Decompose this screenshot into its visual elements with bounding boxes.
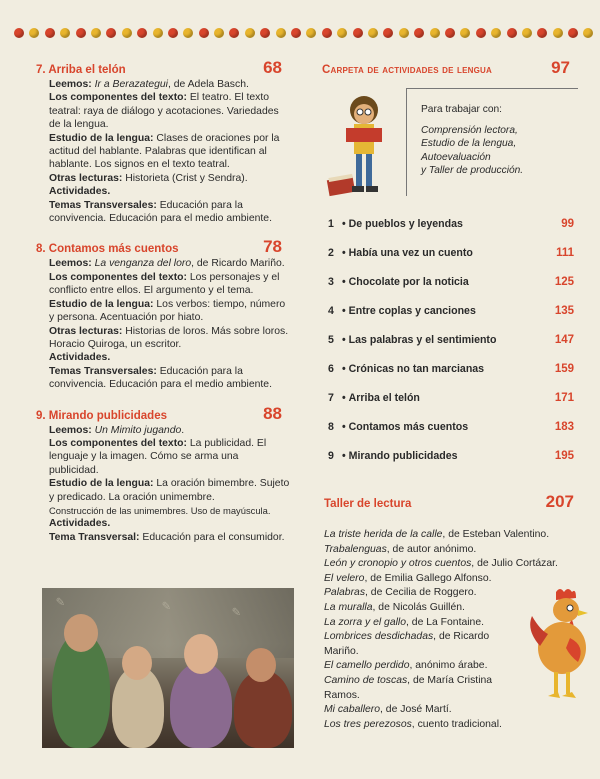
index-row-page: 135 — [554, 305, 574, 317]
unit-line-label: Los componentes del texto: — [49, 271, 187, 283]
reading-item — [324, 718, 594, 733]
decorative-dot — [137, 28, 147, 38]
photo-scribble: ✎ — [56, 594, 65, 610]
reading-title: Mi caballero — [324, 704, 381, 716]
unit-line-label: Actividades. — [49, 186, 111, 198]
unit-line-text: Los personajes y el conflicto entre ellos. El argumento y el tema. — [49, 271, 280, 297]
index-row-title: Las palabras y el sentimiento — [348, 334, 497, 346]
index-row-number: 3 — [328, 276, 334, 288]
carpeta-items — [421, 124, 578, 177]
index-row-page: 99 — [561, 218, 574, 230]
decorative-dot — [29, 28, 39, 38]
index-row — [328, 392, 574, 421]
unit-line-text: Educación para la convivencia. Educación para el medio ambiente. — [49, 199, 272, 225]
reading-item — [324, 572, 594, 587]
index-row-label — [342, 450, 555, 462]
decorative-dot — [168, 28, 178, 38]
decorative-dot — [322, 28, 332, 38]
index-row — [328, 247, 574, 276]
decorative-dot — [383, 28, 393, 38]
carpeta-page-number: 97 — [551, 58, 570, 77]
decorative-dot — [568, 28, 578, 38]
index-row-label — [342, 392, 555, 404]
unit-page-number: 78 — [263, 237, 282, 257]
unit-line-label: Otras lecturas: — [49, 325, 123, 337]
index-row-title: Crónicas no tan marcianas — [348, 363, 485, 375]
unit-line-label: Estudio de la lengua: — [49, 132, 154, 144]
index-row-title: Contamos más cuentos — [348, 421, 469, 433]
index-row — [328, 363, 574, 392]
bullet-icon: • — [342, 334, 349, 346]
reading-item — [324, 543, 594, 558]
unit-line — [49, 424, 290, 437]
index-row — [328, 421, 574, 450]
reading-title: El camello perdido — [324, 660, 410, 672]
unit-line-text: Educación para la convivencia. Educación para el medio ambiente. — [49, 365, 272, 391]
unit-line-text: El teatro. El texto teatral: raya de diálogo y acotaciones. Variedades de la lengua. — [49, 92, 279, 131]
reading-title: Camino de toscas — [324, 674, 408, 686]
unit-line — [49, 257, 290, 270]
photo-scribble: ✎ — [162, 598, 171, 614]
index-row-label — [342, 218, 561, 230]
unit-line-title: Un Mimito jugando — [94, 424, 182, 436]
unit-line-text: Historieta (Crist y Sendra). — [125, 172, 248, 184]
index-row-title: Mirando publicidades — [348, 450, 458, 462]
decorative-dot — [368, 28, 378, 38]
unit-line — [49, 477, 290, 504]
photo-child-head — [122, 646, 152, 680]
decorative-dot — [276, 28, 286, 38]
carpeta-info-box — [406, 88, 578, 196]
reading-title: León y cronopio y otros cuentos — [324, 558, 472, 570]
decorative-dot — [260, 28, 270, 38]
bullet-icon: • — [342, 247, 349, 259]
carpeta-item: Comprensión lectora, — [421, 125, 518, 137]
index-row — [328, 305, 574, 334]
unit-line — [49, 185, 290, 198]
reading-author: , de Ricardo — [433, 631, 490, 643]
reading-author: , de Cecilia de Roggero. — [365, 587, 477, 599]
reading-author: Mariño. — [324, 645, 359, 657]
carpeta-intro: Para trabajar con: — [421, 104, 502, 115]
bullet-icon: • — [342, 421, 349, 433]
unit-title: 9. Mirando publicidades — [36, 409, 167, 422]
reading-author: , anónimo árabe. — [409, 660, 488, 672]
unit-line — [49, 91, 290, 131]
decorative-dot — [153, 28, 163, 38]
index-row-page: 159 — [554, 363, 574, 375]
index-row-page: 111 — [556, 247, 574, 259]
unit-line-label: Leemos: — [49, 424, 92, 436]
unit-line-label: Otras lecturas: — [49, 172, 123, 184]
index-row — [328, 334, 574, 363]
unit-line-title: Ir a Berazategui — [94, 79, 168, 90]
decorative-dot — [476, 28, 486, 38]
index-row-page: 183 — [554, 421, 574, 433]
bullet-icon: • — [342, 363, 349, 375]
photo-child-head — [64, 614, 98, 652]
reading-title: Los tres perezosos — [324, 718, 412, 730]
unit-line — [49, 365, 290, 392]
unit-body — [36, 257, 290, 391]
bullet-icon: • — [342, 218, 349, 230]
photo-scribble: ✎ — [232, 604, 241, 620]
unit-line-text: La publicidad. El lenguaje y la imagen. Cómo se arma una publicidad. — [49, 437, 267, 476]
decorative-dot — [229, 28, 239, 38]
decorative-dot — [507, 28, 517, 38]
reading-title: Palabras — [324, 587, 366, 599]
decorative-dot — [491, 28, 501, 38]
reading-item — [324, 528, 594, 543]
children-photo — [42, 588, 294, 748]
unit-line-label: Los componentes del texto: — [49, 92, 187, 104]
decorative-dot — [106, 28, 116, 38]
index-row-title: Había una vez un cuento — [348, 247, 473, 259]
index-row-label — [342, 276, 555, 288]
bullet-icon: • — [342, 305, 349, 317]
doll-illustration — [326, 92, 398, 204]
unit-line — [49, 172, 290, 185]
reading-title: La triste herida de la calle — [324, 529, 443, 540]
unit-line-label: Estudio de la lengua: — [49, 478, 154, 490]
bullet-icon: • — [342, 450, 349, 462]
index-row-page: 147 — [554, 334, 574, 346]
unit-line-text: Educación para el consumidor. — [142, 531, 285, 543]
unit-page-number: 68 — [263, 58, 282, 77]
unit-line-title: La venganza del loro — [94, 258, 192, 270]
reading-author: , de María Cristina — [407, 674, 493, 686]
unit-page-number: 88 — [263, 403, 282, 423]
decorative-dot-border — [14, 28, 594, 42]
left-column — [36, 58, 290, 556]
activities-index — [328, 218, 574, 479]
unit-body — [36, 78, 290, 225]
reading-author: , de José Martí. — [380, 704, 452, 716]
index-row-page: 171 — [554, 392, 574, 404]
decorative-dot — [91, 28, 101, 38]
decorative-dot — [122, 28, 132, 38]
decorative-dot — [583, 28, 593, 38]
unit-body — [36, 424, 290, 545]
decorative-dot — [353, 28, 363, 38]
unit-line-text: La oración bimembre. Sujeto y predicado. La oración unimembre. — [49, 478, 290, 503]
unit-line-text: , de Ricardo Mariño. — [191, 258, 285, 270]
index-row-title: Arriba el telón — [348, 392, 420, 404]
unit-line — [49, 517, 290, 530]
reading-title: La zorra y el gallo — [324, 616, 407, 628]
bullet-icon: • — [342, 276, 349, 288]
unit-line — [49, 531, 290, 544]
unit-7 — [36, 58, 290, 225]
index-row-label — [342, 247, 556, 259]
unit-line — [49, 504, 290, 517]
reading-author: , de autor anónimo. — [386, 543, 477, 555]
decorative-dot — [245, 28, 255, 38]
unit-8 — [36, 237, 290, 391]
unit-line — [49, 199, 290, 226]
unit-line-label: Temas Transversales: — [49, 365, 157, 377]
reading-author: , de Nicolás Guillén. — [372, 601, 465, 613]
decorative-dot — [537, 28, 547, 38]
unit-line-text: Los verbos: tiempo, número y persona. Acentuación por hiato. — [49, 298, 286, 324]
rooster-illustration — [526, 586, 596, 706]
carpeta-title: Carpeta de actividades de lengua — [322, 64, 493, 76]
reading-title: La muralla — [324, 601, 373, 613]
unit-line-label: Actividades. — [49, 352, 111, 364]
index-row-number: 5 — [328, 334, 334, 346]
taller-heading — [324, 492, 574, 512]
decorative-dot — [337, 28, 347, 38]
index-row-label — [342, 363, 555, 375]
reading-item — [324, 557, 594, 572]
carpeta-item: Autoevaluación — [421, 151, 491, 163]
photo-child-head — [246, 648, 276, 682]
decorative-dot — [522, 28, 532, 38]
decorative-dot — [430, 28, 440, 38]
unit-line — [49, 325, 290, 352]
decorative-dot — [414, 28, 424, 38]
index-row-title: De pueblos y leyendas — [348, 218, 463, 230]
unit-line-label: Leemos: — [49, 258, 92, 270]
index-row-number: 2 — [328, 247, 334, 259]
index-row — [328, 450, 574, 479]
decorative-dot — [460, 28, 470, 38]
unit-heading — [36, 58, 290, 78]
index-row-page: 125 — [554, 276, 574, 288]
unit-title: 7. Arriba el telón — [36, 64, 126, 76]
index-row-page: 195 — [554, 450, 574, 462]
decorative-dot — [183, 28, 193, 38]
unit-line — [49, 298, 290, 325]
decorative-dot — [399, 28, 409, 38]
reading-author: , de Julio Cortázar. — [471, 558, 558, 570]
index-row-number: 6 — [328, 363, 334, 375]
decorative-dot — [76, 28, 86, 38]
carpeta-item: Estudio de la lengua, — [421, 138, 517, 150]
unit-line-text: . — [181, 424, 185, 436]
index-row-title: Entre coplas y canciones — [348, 305, 476, 317]
index-row — [328, 276, 574, 305]
unit-title: 8. Contamos más cuentos — [36, 243, 179, 256]
decorative-dot — [291, 28, 301, 38]
reading-title: Trabalenguas — [324, 543, 387, 555]
decorative-dot — [553, 28, 563, 38]
decorative-dot — [14, 28, 24, 38]
decorative-dot — [214, 28, 224, 38]
index-row-number: 9 — [328, 450, 334, 462]
index-row-number: 8 — [328, 421, 334, 433]
photo-child-head — [184, 634, 218, 674]
unit-line-label: Tema Transversal: — [49, 531, 140, 543]
unit-heading — [36, 237, 290, 257]
decorative-dot — [45, 28, 55, 38]
unit-9 — [36, 404, 290, 545]
index-row-label — [342, 421, 555, 433]
reading-title: El velero — [324, 572, 365, 584]
index-row-label — [342, 334, 555, 346]
reading-author: , cuento tradicional. — [411, 718, 502, 730]
reading-author: , de Esteban Valentino. — [442, 529, 550, 540]
decorative-dot — [199, 28, 209, 38]
unit-line-label: Temas Transversales: — [49, 199, 157, 211]
right-column — [322, 58, 574, 78]
index-row-label — [342, 305, 555, 317]
index-row-number: 7 — [328, 392, 334, 404]
unit-line — [49, 132, 290, 172]
unit-line-text: Historias de loros. Más sobre loros. Horacio Quiroga, un escritor. — [49, 325, 289, 350]
unit-line-label: Actividades. — [49, 518, 111, 530]
unit-line-text: Construcción de las unimembres. Uso de mayúscula. — [49, 504, 271, 516]
unit-line — [49, 351, 290, 364]
unit-line-text: , de Adela Basch. — [167, 79, 249, 90]
unit-line — [49, 437, 290, 477]
index-row-number: 4 — [328, 305, 334, 317]
reading-author: , de La Fontaine. — [406, 616, 485, 628]
decorative-dot — [445, 28, 455, 38]
taller-title: Taller de lectura — [324, 498, 412, 510]
taller-page-number: 207 — [545, 492, 574, 511]
reading-author: , de Emilia Gallego Alfonso. — [364, 572, 492, 584]
unit-line — [49, 78, 290, 91]
decorative-dot — [306, 28, 316, 38]
reading-title: Lombrices desdichadas — [324, 631, 434, 643]
unit-line-text: Clases de oraciones por la actitud del hablante. Palabras que identifican al hablante. Los signos en el texto teatral. — [49, 132, 280, 171]
index-row — [328, 218, 574, 247]
index-row-title: Chocolate por la noticia — [348, 276, 469, 288]
unit-line-label: Los componentes del texto: — [49, 437, 187, 449]
photo-child — [170, 662, 232, 748]
unit-heading — [36, 404, 290, 424]
carpeta-item: y Taller de producción. — [421, 164, 524, 176]
unit-line-label: Leemos: — [49, 79, 92, 90]
reading-author: Ramos. — [324, 689, 360, 701]
index-row-number: 1 — [328, 218, 334, 230]
bullet-icon: • — [342, 392, 349, 404]
unit-line — [49, 271, 290, 298]
decorative-dot — [60, 28, 70, 38]
unit-line-label: Estudio de la lengua: — [49, 298, 154, 310]
carpeta-heading — [322, 58, 570, 78]
